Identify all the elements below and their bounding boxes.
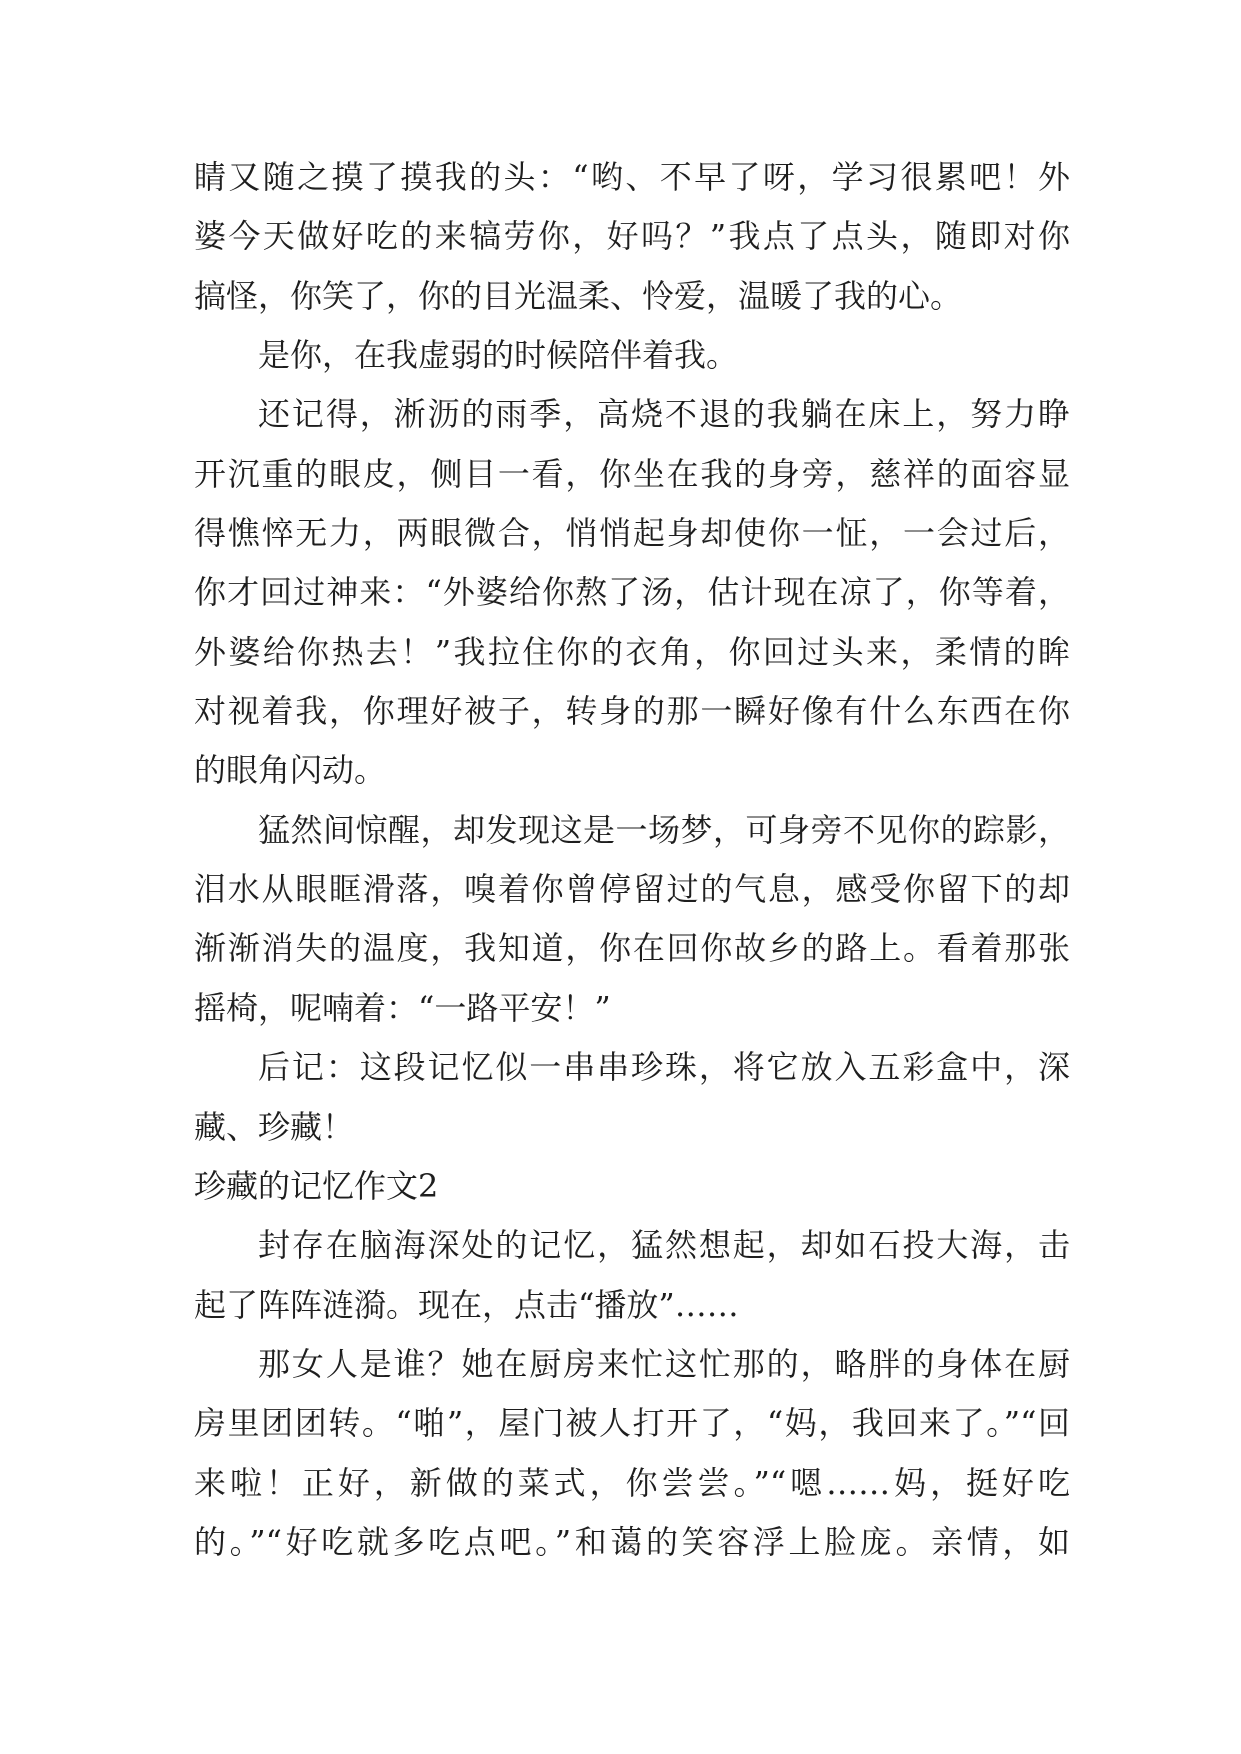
paragraph-line: 渐渐消失的温度，我知道，你在回你故乡的路上。看着那张 — [194, 929, 1070, 968]
paragraph-line: 婆今天做好吃的来犒劳你，好吗？”我点了点头，随即对你 — [194, 217, 1070, 256]
paragraph — [194, 1335, 1070, 1572]
paragraph — [194, 801, 1070, 1038]
paragraph-line: 后记：这段记忆似一串串珍珠，将它放入五彩盒中，深 — [258, 1048, 1070, 1087]
paragraph-line: 得憔悴无力，两眼微合，悄悄起身却使你一怔，一会过后， — [194, 514, 1070, 553]
paragraph — [194, 385, 1070, 800]
paragraph-line: 是你，在我虚弱的时候陪伴着我。 — [258, 336, 739, 375]
paragraph-line: 睛又随之摸了摸我的头：“哟、不早了呀，学习很累吧！外 — [194, 158, 1070, 196]
paragraph-line: 那女人是谁？她在厨房来忙这忙那的，略胖的身体在厨 — [258, 1344, 1070, 1383]
paragraph-line: 泪水从眼眶滑落，嗅着你曾停留过的气息，感受你留下的却 — [194, 870, 1070, 909]
paragraph — [194, 326, 1070, 385]
paragraph-line: 来啦！正好，新做的菜式，你尝尝。”“嗯……妈，挺好吃 — [194, 1463, 1070, 1502]
paragraph — [194, 1216, 1070, 1335]
paragraph-line: 摇椅，呢喃着：“一路平安！” — [194, 988, 611, 1027]
paragraph-line: 猛然间惊醒，却发现这是一场梦，可身旁不见你的踪影， — [258, 810, 1070, 849]
paragraph — [194, 148, 1070, 326]
paragraph-line: 对视着我，你理好被子，转身的那一瞬好像有什么东西在你 — [194, 692, 1070, 731]
paragraph-line: 藏、珍藏！ — [194, 1107, 355, 1146]
document-body — [194, 148, 1070, 1572]
section-heading: 珍藏的记忆作文2 — [194, 1166, 439, 1205]
essay-section — [194, 148, 1070, 1157]
paragraph-line: 搞怪，你笑了，你的目光温柔、怜爱，温暖了我的心。 — [194, 276, 963, 315]
essay-section — [194, 1157, 1070, 1572]
paragraph-line: 房里团团转。“啪”，屋门被人打开了，“妈，我回来了。”“回 — [194, 1404, 1070, 1443]
paragraph-line: 的眼角闪动。 — [194, 751, 387, 790]
paragraph-line: 封存在脑海深处的记忆，猛然想起，却如石投大海，击 — [258, 1226, 1070, 1265]
paragraph-line: 还记得，淅沥的雨季，高烧不退的我躺在床上，努力睁 — [258, 395, 1070, 434]
paragraph — [194, 1038, 1070, 1157]
paragraph-line: 开沉重的眼皮，侧目一看，你坐在我的身旁，慈祥的面容显 — [194, 454, 1070, 493]
paragraph-line: 外婆给你热去！”我拉住你的衣角，你回过头来，柔情的眸 — [194, 632, 1070, 671]
paragraph-line: 你才回过神来：“外婆给你熬了汤，估计现在凉了，你等着， — [194, 573, 1070, 612]
paragraph-line: 的。”“好吃就多吃点吧。”和蔼的笑容浮上脸庞。亲情，如 — [194, 1522, 1070, 1561]
paragraph-line: 起了阵阵涟漪。现在，点击“播放”…… — [194, 1285, 739, 1324]
